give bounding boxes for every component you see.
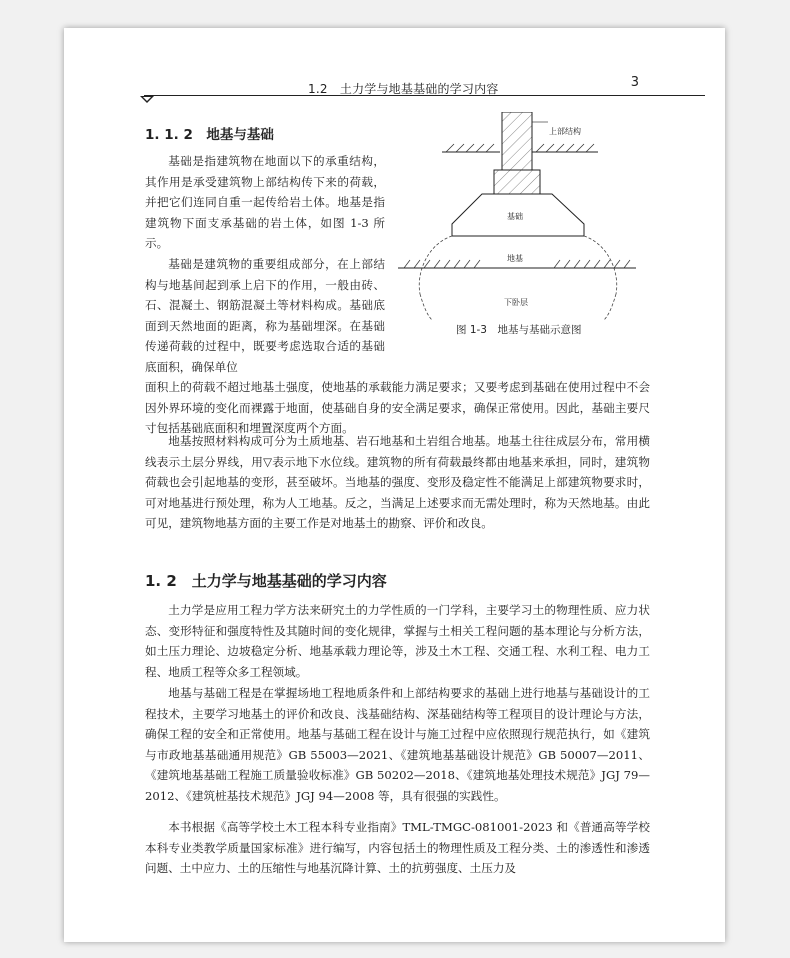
header-title: 1.2 土力学与地基基础的学习内容 xyxy=(308,82,499,96)
section-heading-1-2: 1. 2 土力学与地基基础的学习内容 xyxy=(145,572,387,590)
paragraph-foundation-role-b: 面积上的荷载不超过地基土强度，使地基的承载能力满足要求；又要考虑到基础在使用过程中不会因外界环境的变化而裸露于地面，使基础自身的安全满足要求，确保正常使用。因此，基础主要尺寸包括基础底面积和埋置深度两个方面。 xyxy=(145,380,650,435)
paragraph-subgrade-types: 地基按照材料构成可分为土质地基、岩石地基和土岩组合地基。地基土往往成层分布，常用横线表示土层分界线，用▽表示地下水位线。建筑物的所有荷载最终都由地基来承担，同时，建筑物荷载也会引起地基的变形，甚至破坏。当地基的强度、变形及稳定性不能满足上部建筑物要求时，可对地基进行预处理，称为人工地基。反之，当满足上述要求而无需处理时，称为天然地基。由此可见，建筑物地基方面的主要工作是对地基土的勘察、评价和改良。 xyxy=(145,434,650,530)
running-header xyxy=(80,75,655,97)
label-foundation: 基础 xyxy=(507,212,523,221)
paragraph-foundation-definition: 基础是指建筑物在地面以下的承重结构，其作用是承受建筑物上部结构传下来的荷载，并把它们连同自重一起传给岩土体。地基是指建筑物下面支承基础的岩土体，如图 1-3 所示。 xyxy=(145,154,385,250)
header-rule xyxy=(144,95,705,96)
label-underlayer: 下卧层 xyxy=(504,298,528,307)
foundation-diagram xyxy=(398,112,636,342)
section-heading-1-1-2: 1. 1. 2 地基与基础 xyxy=(145,127,274,143)
header-triangle-icon xyxy=(140,96,154,104)
label-superstructure: 上部结构 xyxy=(549,127,581,136)
figure-caption: 图 1-3 地基与基础示意图 xyxy=(456,324,582,336)
label-subgrade: 地基 xyxy=(507,254,523,263)
paragraph-book-scope: 本书根据《高等学校土木工程本科专业指南》TML-TMGC-081001-2023 和《普通高等学校本科专业类教学质量国家标准》进行编写，内容包括土的物理性质及工程分类、土的渗透性和渗透问题、土中应力、土的压缩性与地基沉降计算、土的抗剪强度、土压力及 xyxy=(145,820,650,875)
paragraph-foundation-engineering: 地基与基础工程是在掌握场地工程地质条件和上部结构要求的基础上进行地基与基础设计的工程技术，主要学习地基土的评价和改良、浅基础结构、深基础结构等工程项目的设计理论与方法，确保工程的安全和正常使用。地基与基础工程在设计与施工过程中应依照现行规范执行，如《建筑与市政地基基础通用规范》GB 55003—2021、《建筑地基基础设计规范》GB 50007—2011、《建筑地基基础工程施工质量验收标准》GB 50202—2018、《建筑地基处理技术规范》JGJ 79—2012、《建筑桩基技术规范》JGJ 94—2008 等，具有很强的实践性。 xyxy=(145,686,650,803)
paragraph-soil-mechanics: 土力学是应用工程力学方法来研究土的力学性质的一门学科，主要学习土的物理性质、应力状态、变形特征和强度特性及其随时间的变化规律，掌握与土相关工程问题的基本理论与分析方法，如土压力理论、边坡稳定分析、地基承载力理论等，涉及土木工程、交通工程、水利工程、电力工程、地质工程等众多工程领域。 xyxy=(145,603,650,679)
paragraph-foundation-role-a: 基础是建筑物的重要组成部分，在上部结构与地基间起到承上启下的作用，一般由砖、石、混凝土、钢筋混凝土等材料构成。基础底面到天然地面的距离，称为基础埋深。在基础传递荷载的过程中，既要考虑选取合适的基础底面积，确保单位 xyxy=(145,257,385,374)
page-number: 3 xyxy=(630,75,639,90)
